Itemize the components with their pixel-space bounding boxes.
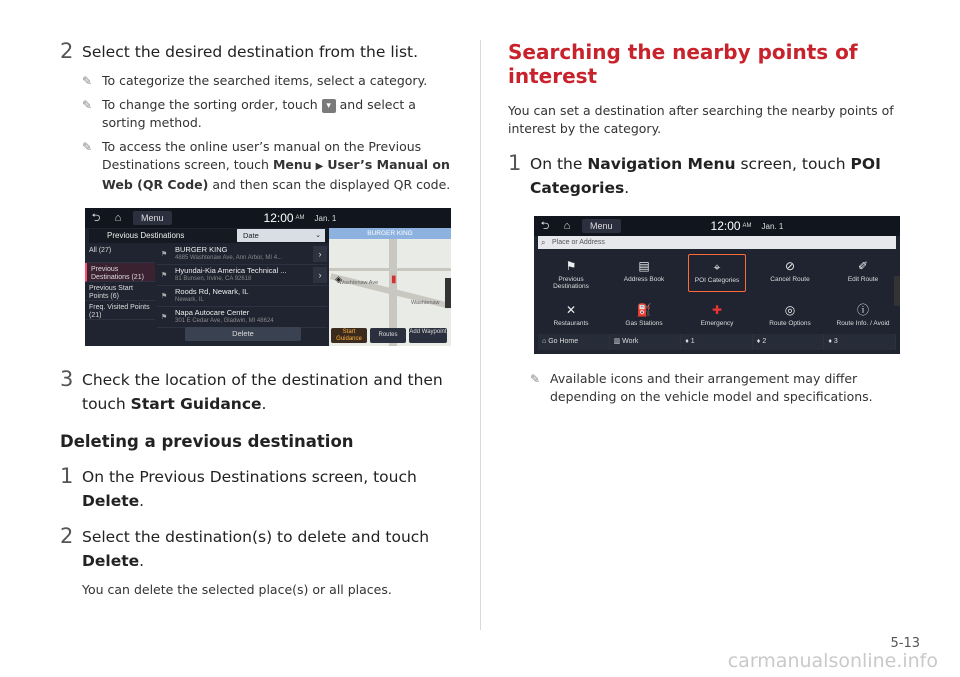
destination-pin-icon: ▮ xyxy=(391,274,397,285)
work-button[interactable]: ▥ Work xyxy=(610,334,682,350)
home-icon[interactable]: ⌂ xyxy=(563,220,571,232)
note-icon: ✎ xyxy=(82,74,93,88)
clock-date: Jan. 1 xyxy=(761,221,784,231)
gas-icon: ⛽ xyxy=(636,303,652,317)
route-options-icon: ◎ xyxy=(784,303,796,317)
left-column xyxy=(60,40,455,599)
note-1 xyxy=(82,72,455,90)
note-2 xyxy=(82,96,455,132)
map-collapse-handle[interactable] xyxy=(445,278,451,308)
sort-dropdown[interactable]: Date ⌄ xyxy=(237,229,325,242)
flag-icon: ⚑ xyxy=(161,272,168,279)
menu-item-route-info[interactable]: ⓘ Route Info. / Avoid xyxy=(836,303,890,327)
delete-body-text: You can delete the selected place(s) or all places. xyxy=(82,582,392,597)
step-3 xyxy=(60,368,455,416)
clock-ampm: AM xyxy=(295,215,305,221)
menu-collapse-handle[interactable] xyxy=(894,276,900,306)
favorite-1-button[interactable]: ♦ 1 xyxy=(681,334,753,350)
clock-time: 12:00 xyxy=(263,211,294,225)
flag-icon: ⚑ xyxy=(161,251,168,258)
step-text: On the Navigation Menu screen, touch POI Categories. xyxy=(530,155,881,197)
back-icon[interactable]: ⮌ xyxy=(91,211,101,224)
start-guidance-button[interactable]: Start Guidance xyxy=(331,328,367,343)
note-icon: ✎ xyxy=(530,372,541,386)
go-home-button[interactable]: ⌂ Go Home xyxy=(538,334,610,350)
delete-button[interactable]: Delete xyxy=(185,327,301,341)
menu-item-address-book[interactable]: ▤ Address Book xyxy=(623,259,665,283)
favorite-3-button[interactable]: ♦ 3 xyxy=(824,334,896,350)
step-number: 1 xyxy=(508,151,522,175)
menu-grid xyxy=(542,254,892,342)
poi-icon: ⌖ xyxy=(713,260,721,274)
top-bar xyxy=(534,216,900,236)
map-preview[interactable] xyxy=(329,228,451,346)
menu-item-gas-stations[interactable]: ⛽ Gas Stations xyxy=(625,303,663,327)
note-text: To access the online user’s manual on the Previous Destinations screen, touch Menu ▶ User’s Manual on Web (QR Code) and then scan the displayed QR code. xyxy=(102,139,451,192)
step-text: Select the desired destination from the list. xyxy=(82,43,419,61)
note-text: Available icons and their arrangement may differ depending on the vehicle model and specifications. xyxy=(550,371,873,404)
list-item[interactable]: ⚑ Napa Autocare Center 301 E Cedar Ave, Gladwin, MI 48624 xyxy=(157,307,327,328)
step-2 xyxy=(60,40,455,64)
fork-knife-icon: ✕ xyxy=(565,303,577,317)
step-text: On the Previous Destinations screen, touch Delete. xyxy=(82,468,417,510)
menu-button[interactable]: Menu xyxy=(582,219,621,233)
poi-step-1 xyxy=(508,152,903,200)
sub-heading: Deleting a previous destination xyxy=(60,432,354,451)
menu-item-emergency[interactable]: ✚ Emergency xyxy=(700,303,734,327)
flag-icon: ⚑ xyxy=(161,293,168,300)
list-item[interactable]: ⚑ Roods Rd, Newark, IL Newark, IL xyxy=(157,286,327,307)
emergency-icon: ✚ xyxy=(711,303,723,317)
map-road-label: Washtenaw Ave xyxy=(339,280,379,286)
search-icon: ⌕ xyxy=(541,238,546,247)
list-item[interactable]: ⚑ Hyundai-Kia America Technical ... 81 Bunsen, Irvine, CA 92618 › xyxy=(157,265,327,286)
menu-item-restaurants[interactable]: ✕ Restaurants xyxy=(553,303,589,327)
clock-date: Jan. 1 xyxy=(314,213,337,223)
step-text: Check the location of the destination and then touch Start Guidance. xyxy=(82,371,443,413)
category-item[interactable]: Freq. Visited Points (21) xyxy=(85,301,155,320)
flag-icon: ⚑ xyxy=(565,259,577,273)
route-info-icon: ⓘ xyxy=(856,303,869,317)
menu-item-poi-categories[interactable]: ⌖ POI Categories xyxy=(688,254,746,292)
right-column xyxy=(508,40,903,412)
clock-ampm: AM xyxy=(742,223,752,229)
step-number: 2 xyxy=(60,39,74,63)
back-icon[interactable]: ⮌ xyxy=(540,219,550,232)
favorite-2-button[interactable]: ♦ 2 xyxy=(753,334,825,350)
chevron-down-icon: ⌄ xyxy=(315,232,321,239)
note-text: To change the sorting order, touch ▾ and select a sorting method. xyxy=(102,97,416,130)
cancel-route-icon: ⊘ xyxy=(784,259,796,273)
menu-item-cancel-route[interactable]: ⊘ Cancel Route xyxy=(770,259,810,283)
arrow-right-icon: ▶ xyxy=(315,161,324,172)
map-road-label: Washtenaw xyxy=(411,300,440,306)
step-number: 3 xyxy=(60,367,74,391)
map-destination-label: BURGER KING xyxy=(329,228,451,239)
note-icon: ✎ xyxy=(82,98,93,112)
category-item[interactable]: Previous Start Points (6) xyxy=(85,282,155,301)
chevron-right-icon[interactable]: › xyxy=(313,246,327,262)
book-icon: ▤ xyxy=(638,259,650,273)
destination-list xyxy=(157,244,327,328)
search-input[interactable]: ⌕ Place or Address xyxy=(538,236,896,249)
edit-route-icon: ✐ xyxy=(857,259,869,273)
watermark: carmanualsonline.info xyxy=(727,650,938,672)
step-number: 2 xyxy=(60,524,74,548)
home-icon[interactable]: ⌂ xyxy=(114,212,122,224)
flag-icon: ⚑ xyxy=(161,314,168,321)
routes-button[interactable]: Routes xyxy=(370,328,406,343)
menu-item-previous-destinations[interactable]: ⚑ Previous Destinations xyxy=(553,259,589,290)
category-list xyxy=(85,244,155,320)
category-item[interactable]: Previous Destinations (21) xyxy=(85,263,155,282)
list-title: Previous Destinations xyxy=(89,229,329,243)
menu-item-route-options[interactable]: ◎ Route Options xyxy=(769,303,811,327)
compass-icon[interactable]: ◈ xyxy=(335,274,342,284)
note-availability xyxy=(530,370,903,406)
section-intro: You can set a destination after searching the nearby points of interest by the category. xyxy=(508,103,894,136)
quick-destinations-bar xyxy=(538,334,896,350)
note-3 xyxy=(82,138,455,194)
step-text: Select the destination(s) to delete and touch Delete. xyxy=(82,528,430,570)
menu-button[interactable]: Menu xyxy=(133,211,172,225)
previous-destinations-screenshot xyxy=(85,208,451,346)
add-waypoint-button[interactable]: Add Waypoint xyxy=(409,328,447,343)
page-number: 5-13 xyxy=(890,636,920,651)
category-item[interactable]: All (27) xyxy=(85,244,155,263)
menu-item-edit-route[interactable]: ✐ Edit Route xyxy=(847,259,879,283)
delete-step-2 xyxy=(60,525,455,573)
note-text: To categorize the searched items, select a category. xyxy=(102,73,428,88)
delete-step-1 xyxy=(60,465,455,513)
step-number: 1 xyxy=(60,464,74,488)
section-heading: Searching the nearby points of interest xyxy=(508,40,858,88)
chevron-down-icon: ▾ xyxy=(322,99,336,113)
list-item[interactable]: ⚑ BURGER KING 4885 Washtenaw Ave, Ann Arbor, MI 4... › xyxy=(157,244,327,265)
navigation-menu-screenshot xyxy=(534,216,900,354)
column-divider xyxy=(480,40,481,630)
clock-time: 12:00 xyxy=(710,219,741,233)
chevron-right-icon[interactable]: › xyxy=(313,267,327,283)
top-bar xyxy=(85,208,451,228)
note-icon: ✎ xyxy=(82,140,93,154)
